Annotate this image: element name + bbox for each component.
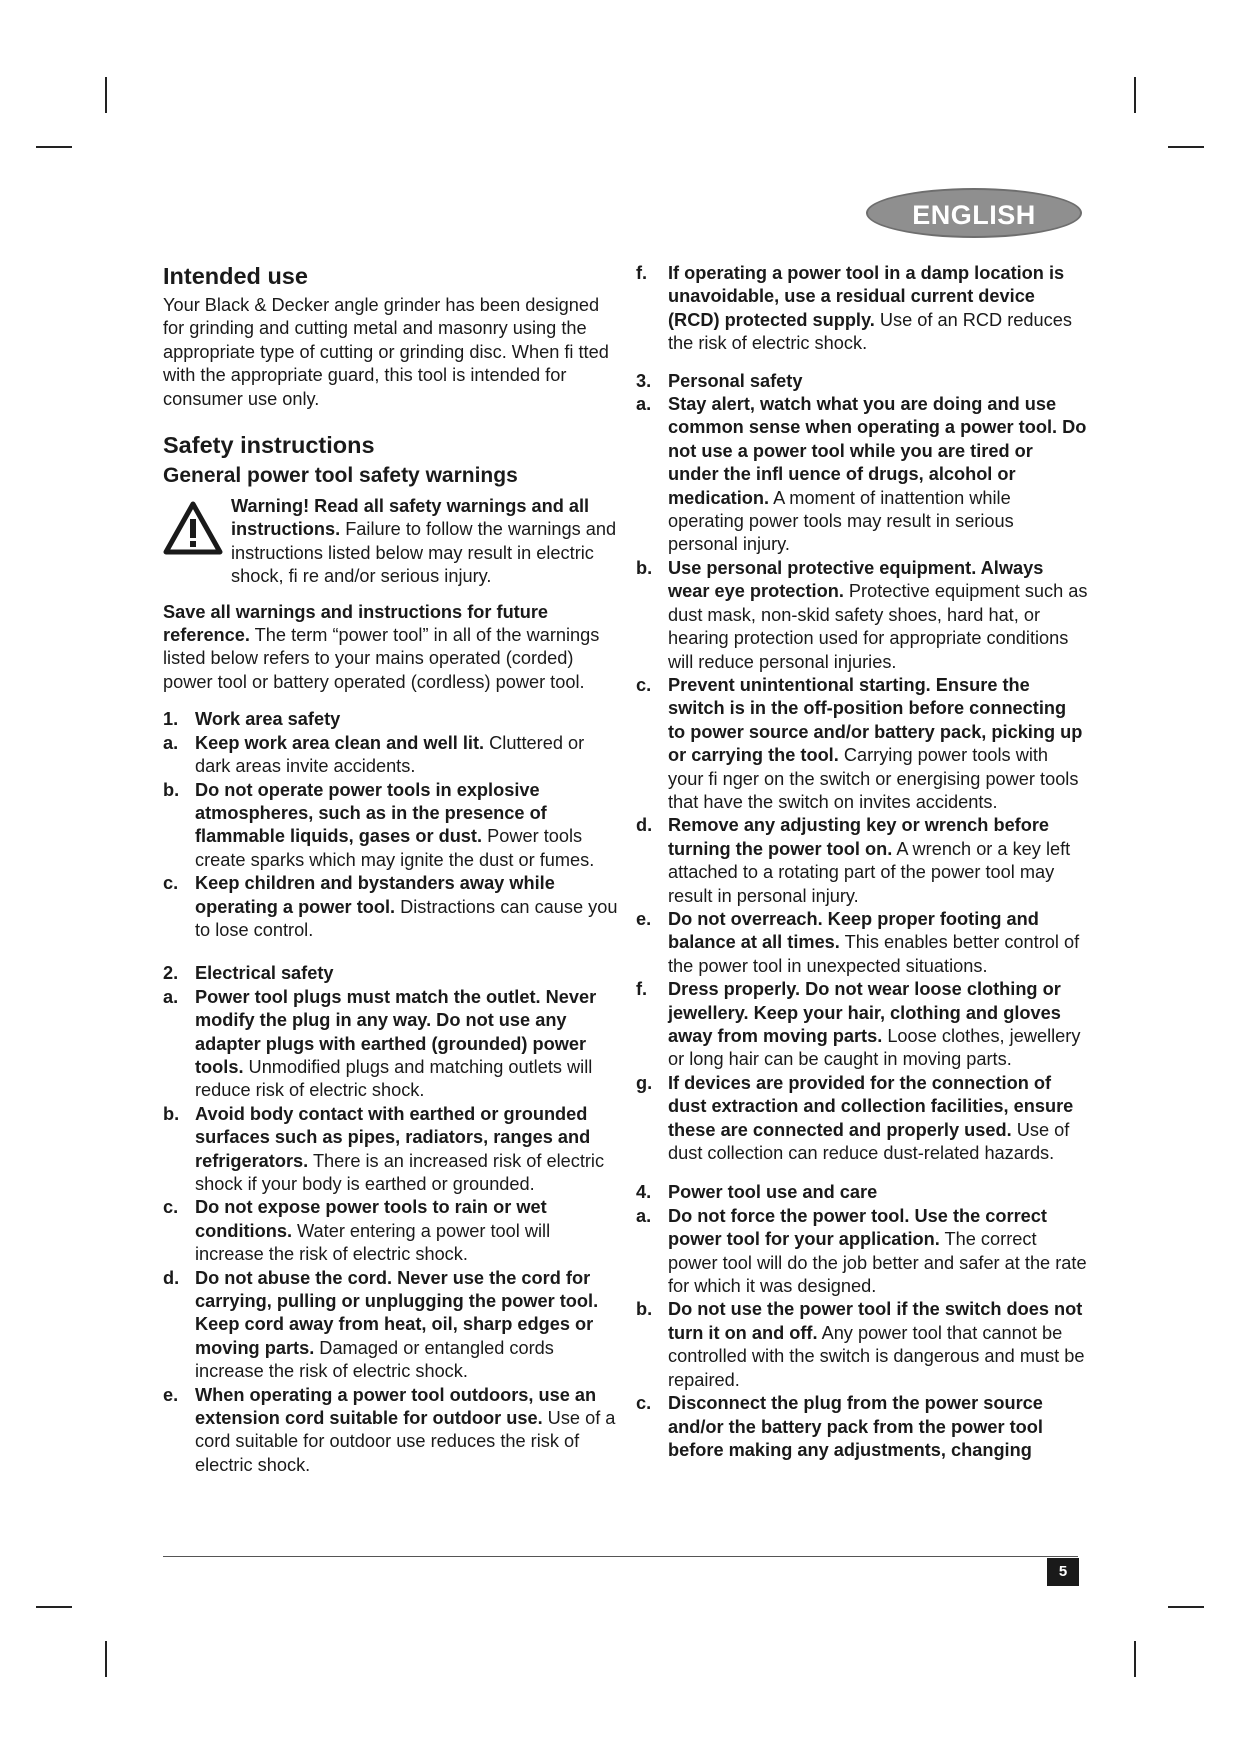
crop-mark bbox=[1168, 146, 1204, 148]
warning-block bbox=[163, 495, 621, 589]
warning-bold: Warning! Read all safety warnings and all instructions. bbox=[231, 496, 590, 540]
list-item: e. When operating a power tool outdoors, use an extension cord suitable for outdoor use. Use of a cord suitable for outdoor use reduces the risk of electric shock. bbox=[163, 1384, 616, 1475]
left-column bbox=[163, 262, 621, 1477]
list-item: a. Stay alert, watch what you are doing and use common sense when operating a power tool. Do not use a power tool while you are tired or under the infl uence of drugs, alcohol or medication. A moment of inattention while operating power tools may result in serious personal injury. bbox=[636, 394, 1087, 555]
list-item: a. Keep work area clean and well lit. Cluttered or dark areas invite accidents. bbox=[163, 732, 585, 777]
list-item: b. Use personal protective equipment. Always wear eye protection. Protective equipment such as dust mask, non-skid safety shoes, hard hat, or hearing protection used for appropriate conditions will reduce personal injuries. bbox=[636, 557, 1088, 672]
page-number: 5 bbox=[1047, 1558, 1079, 1586]
tool-use-heading: 4. Power tool use and care bbox=[636, 1182, 878, 1203]
general-warnings-heading: General power tool safety warnings bbox=[163, 464, 518, 488]
electrical-heading: 2. Electrical safety bbox=[163, 963, 334, 984]
list-item: d. Do not abuse the cord. Never use the cord for carrying, pulling or unplugging the power tool. Keep cord away from heat, oil, sharp edges or moving parts. Damaged or entangled cords increase the risk of electric shock. bbox=[163, 1267, 599, 1382]
crop-mark bbox=[36, 146, 72, 148]
intended-use-heading: Intended use bbox=[163, 263, 308, 289]
list-item: b. Do not use the power tool if the switch does not turn it on and off. Any power tool that cannot be controlled with the switch is dangerous and must be repaired. bbox=[636, 1299, 1085, 1390]
crop-mark bbox=[36, 1606, 72, 1608]
list-item: c. Prevent unintentional starting. Ensure the switch is in the off-position before connecting to power source and/or battery pack, picking up or carrying the tool. Carrying power tools with your fi nger on the switch or energising power tools that have the switch on invites accidents. bbox=[636, 674, 1083, 812]
personal-safety-heading: 3. Personal safety bbox=[636, 370, 803, 391]
footer-rule bbox=[163, 1556, 1078, 1557]
right-column bbox=[636, 262, 1088, 1462]
crop-mark bbox=[1168, 1606, 1204, 1608]
list-item: a. Power tool plugs must match the outlet. Never modify the plug in any way. Do not use any adapter plugs with earthed (grounded) power tools. Unmodified plugs and matching outlets will reduce risk of electric shock. bbox=[163, 986, 597, 1101]
crop-mark bbox=[105, 1641, 107, 1677]
list-item: f. Dress properly. Do not wear loose clothing or jewellery. Keep your hair, clothing and gloves away from moving parts. Loose clothes, jewellery or long hair can be caught in moving parts. bbox=[636, 979, 1081, 1070]
crop-mark bbox=[1134, 1641, 1136, 1677]
list-item: g. If devices are provided for the connection of dust extraction and collection facilities, ensure these are connected and properly used. Use of dust collection can reduce dust-related hazards. bbox=[636, 1072, 1074, 1164]
list-item: b. Avoid body contact with earthed or grounded surfaces such as pipes, radiators, ranges and refrigerators. There is an increased risk of electric shock if your body is earthed or grounded. bbox=[163, 1103, 605, 1194]
intended-use-text: Your Black & Decker angle grinder has been designed for grinding and cutting metal and masonry using the appropriate type of cutting or grinding disc. When fi tted with the appropriate guard, this tool is intended for consumer use only. bbox=[163, 295, 609, 409]
crop-mark bbox=[105, 77, 107, 113]
warning-body: Failure to follow the warnings and instructions listed below may result in electric shock, fi re and/or serious injury. bbox=[231, 519, 617, 587]
warning-triangle-icon bbox=[163, 495, 231, 589]
crop-mark bbox=[1134, 77, 1136, 113]
language-badge: ENGLISH bbox=[866, 188, 1082, 238]
warning-text bbox=[231, 495, 621, 589]
list-item: a. Do not force the power tool. Use the correct power tool for your application. The correct power tool will do the job better and safer at the rate for which it was designed. bbox=[636, 1205, 1087, 1297]
list-item: c. Keep children and bystanders away while operating a power tool. Distractions can cause you to lose control. bbox=[163, 873, 618, 940]
list-item: c. Do not expose power tools to rain or wet conditions. Water entering a power tool will increase the risk of electric shock. bbox=[163, 1197, 551, 1265]
work-area-heading: 1. Work area safety bbox=[163, 709, 341, 730]
list-item: d. Remove any adjusting key or wrench before turning the power tool on. A wrench or a key left attached to a rotating part of the power tool may result in personal injury. bbox=[636, 815, 1071, 906]
list-item: f. If operating a power tool in a damp location is unavoidable, use a residual current device (RCD) protected supply. Use of an RCD reduces the risk of electric shock. bbox=[636, 263, 1072, 354]
save-warnings-text: Save all warnings and instructions for future reference. The term “power tool” in all of the warnings listed below refers to your mains operated (corded) power tool or battery operated (cordless) power tool. bbox=[163, 601, 600, 692]
safety-instructions-heading: Safety instructions bbox=[163, 432, 375, 459]
list-item: e. Do not overreach. Keep proper footing and balance at all times. This enables better control of the power tool in unexpected situations. bbox=[636, 908, 1080, 976]
list-item: c. Disconnect the plug from the power source and/or the battery pack from the power tool before making any adjustments, changing bbox=[636, 1393, 1043, 1460]
list-item: b. Do not operate power tools in explosive atmospheres, such as in the presence of flammable liquids, gases or dust. Power tools create sparks which may ignite the dust or fumes. bbox=[163, 779, 595, 870]
